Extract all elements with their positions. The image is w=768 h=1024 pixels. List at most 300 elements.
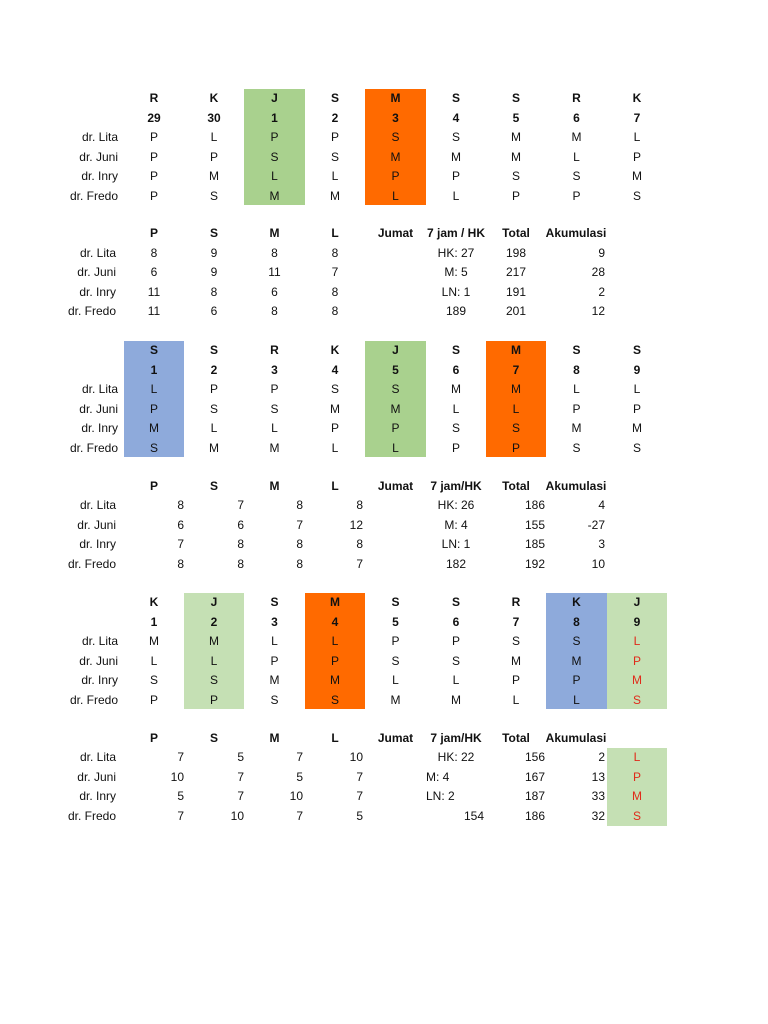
accumulation-cell: 2	[598, 284, 605, 299]
total-cell: 192	[524, 556, 545, 571]
shift-cell: M	[269, 188, 280, 203]
doctor-name: dr. Fredo	[67, 808, 116, 823]
date-cell: 1	[150, 362, 158, 377]
day-cell: J	[210, 595, 218, 609]
table-row	[0, 555, 768, 575]
header-cell: S	[209, 479, 218, 493]
date-cell: 4	[331, 614, 339, 629]
shift-cell: P	[270, 382, 279, 396]
header-cell: M	[269, 731, 280, 745]
count-cell: 8	[237, 556, 244, 571]
header-cell: Total	[502, 226, 530, 240]
header-cell: Akumulasi	[545, 479, 607, 493]
summary-header-row	[0, 729, 768, 749]
day-cell: J	[392, 343, 399, 357]
accumulation-cell: 10	[591, 556, 605, 571]
shift-cell: S	[511, 169, 520, 183]
next-shift-cell: L	[633, 750, 641, 764]
accumulation-cell: 12	[591, 304, 605, 318]
accumulation-cell: 32	[591, 808, 605, 823]
shift-cell: L	[573, 692, 580, 707]
accumulation-cell: 28	[591, 265, 605, 279]
table-row	[0, 496, 768, 516]
table-row	[0, 148, 768, 168]
jam-cell: 154	[463, 808, 484, 823]
doctor-name: dr. Inry	[79, 284, 116, 299]
shift-cell: L	[512, 401, 520, 416]
shift-cell: P	[632, 401, 641, 416]
shift-cell: L	[452, 188, 460, 203]
total-cell: 217	[505, 265, 527, 279]
header-cell: 7 jam/HK	[430, 731, 482, 745]
count-cell: 7	[237, 769, 244, 784]
table-row	[0, 400, 768, 420]
count-cell: 6	[150, 265, 158, 279]
doctor-name: dr. Fredo	[67, 304, 116, 318]
header-cell: P	[149, 479, 158, 493]
shift-cell: S	[149, 673, 158, 687]
shift-cell: M	[632, 673, 642, 687]
total-cell: 156	[524, 750, 545, 764]
shift-cell: M	[209, 169, 219, 183]
shift-cell: M	[511, 653, 521, 668]
table-row	[0, 128, 768, 148]
day-cell: S	[451, 595, 460, 609]
shift-cell: S	[632, 188, 641, 203]
accumulation-cell: 13	[591, 769, 605, 784]
accumulation-cell: 4	[598, 498, 605, 512]
table-row	[0, 516, 768, 536]
table-row	[0, 748, 768, 768]
shift-cell: S	[270, 692, 279, 707]
day-cell: J	[633, 595, 641, 609]
doctor-name: dr. Lita	[79, 750, 116, 764]
jam-cell: M: 4	[444, 517, 468, 532]
count-cell: 8	[210, 284, 218, 299]
count-cell: 10	[349, 750, 363, 764]
day-cell: S	[572, 343, 581, 357]
date-cell: 6	[452, 614, 460, 629]
shift-cell: S	[451, 653, 460, 668]
jam-cell: M: 4	[426, 769, 450, 784]
shift-cell: P	[330, 130, 339, 144]
date-cell: 1	[271, 110, 278, 125]
shift-cell: S	[209, 188, 218, 203]
date-cell: 2	[210, 362, 218, 377]
count-cell: 7	[237, 498, 244, 512]
shift-cell: L	[210, 421, 218, 435]
date-row	[0, 109, 768, 129]
count-cell: 7	[356, 789, 363, 803]
shift-cell: P	[209, 382, 218, 396]
shift-cell: P	[632, 149, 641, 164]
day-row	[0, 341, 768, 361]
table-row	[0, 671, 768, 691]
day-cell: S	[451, 91, 460, 105]
count-cell: 5	[177, 789, 184, 803]
total-cell: 155	[524, 517, 545, 532]
count-cell: 6	[271, 284, 278, 299]
count-cell: 7	[331, 265, 339, 279]
summary-header-row	[0, 477, 768, 497]
count-cell: 9	[210, 245, 218, 260]
shift-cell: P	[149, 169, 158, 183]
total-cell: 186	[524, 808, 545, 823]
count-cell: 8	[296, 537, 303, 551]
count-cell: 7	[356, 769, 363, 784]
header-cell: S	[209, 731, 218, 745]
doctor-name: dr. Inry	[81, 169, 118, 183]
shift-cell: M	[571, 653, 582, 668]
count-cell: 8	[296, 556, 303, 571]
count-cell: 8	[150, 245, 158, 260]
day-cell: R	[149, 91, 159, 105]
count-cell: 7	[296, 517, 303, 532]
shift-cell: M	[330, 188, 340, 203]
shift-cell: L	[150, 382, 158, 396]
count-cell: 10	[289, 789, 303, 803]
date-cell: 7	[633, 110, 641, 125]
shift-cell: L	[210, 653, 218, 668]
day-cell: R	[270, 343, 279, 357]
day-cell: K	[632, 91, 642, 105]
shift-cell: P	[391, 421, 400, 435]
jam-cell: HK: 27	[437, 245, 475, 260]
day-cell: S	[511, 91, 520, 105]
date-cell: 3	[271, 614, 278, 629]
accumulation-cell: 33	[591, 789, 605, 803]
doctor-name: dr. Juni	[77, 769, 116, 784]
doctor-name: dr. Lita	[81, 634, 118, 648]
doctor-name: dr. Lita	[79, 498, 116, 512]
date-cell: 30	[207, 110, 221, 125]
shift-cell: S	[330, 149, 339, 164]
table-row	[0, 632, 768, 652]
shift-cell: M	[330, 673, 340, 687]
count-cell: 10	[230, 808, 244, 823]
shift-cell: P	[391, 169, 400, 183]
shift-cell: M	[330, 401, 340, 416]
doctor-name: dr. Inry	[81, 673, 118, 687]
doctor-name: dr. Fredo	[69, 692, 118, 707]
jam-cell: HK: 22	[437, 750, 475, 764]
day-cell: J	[271, 91, 278, 105]
date-cell: 9	[633, 362, 641, 377]
table-row	[0, 263, 768, 283]
shift-cell: P	[451, 169, 460, 183]
date-cell: 5	[392, 614, 399, 629]
shift-cell: M	[632, 169, 642, 183]
day-cell: S	[209, 343, 218, 357]
count-cell: 12	[349, 517, 363, 532]
shift-cell: S	[209, 673, 218, 687]
total-cell: 191	[505, 284, 527, 299]
shift-cell: M	[511, 382, 521, 396]
shift-cell: L	[573, 149, 580, 164]
header-cell: Akumulasi	[545, 731, 607, 745]
table-row	[0, 167, 768, 187]
table-row	[0, 244, 768, 264]
count-cell: 8	[356, 498, 363, 512]
count-cell: 7	[177, 750, 184, 764]
table-row	[0, 380, 768, 400]
shift-cell: L	[392, 188, 399, 203]
day-row	[0, 89, 768, 109]
count-cell: 11	[147, 304, 161, 318]
shift-cell: S	[572, 634, 581, 648]
shift-cell: P	[330, 653, 339, 668]
shift-cell: P	[451, 440, 460, 455]
count-cell: 11	[147, 284, 161, 299]
header-cell: Total	[502, 479, 530, 493]
shift-cell: S	[451, 130, 460, 144]
shift-cell: P	[511, 673, 520, 687]
shift-cell: L	[331, 169, 339, 183]
count-cell: 8	[356, 537, 363, 551]
shift-cell: M	[451, 692, 461, 707]
table-row	[0, 187, 768, 207]
count-cell: 7	[356, 556, 363, 571]
header-cell: Jumat	[377, 731, 414, 745]
day-cell: S	[270, 595, 279, 609]
day-cell: K	[330, 343, 340, 357]
shift-cell: L	[331, 440, 339, 455]
shift-cell: P	[572, 401, 581, 416]
shift-cell: S	[572, 440, 581, 455]
doctor-name: dr. Juni	[77, 265, 116, 279]
count-cell: 7	[296, 808, 303, 823]
shift-cell: L	[392, 440, 399, 455]
count-cell: 10	[170, 769, 184, 784]
doctor-name: dr. Lita	[81, 130, 118, 144]
day-cell: K	[209, 91, 219, 105]
shift-cell: P	[511, 188, 520, 203]
shift-cell: P	[270, 653, 279, 668]
doctor-name: dr. Inry	[79, 537, 116, 551]
day-cell: M	[511, 343, 521, 357]
header-cell: L	[331, 731, 339, 745]
table-row	[0, 535, 768, 555]
shift-cell: M	[149, 421, 159, 435]
jam-cell: M: 5	[444, 265, 468, 279]
shift-cell: S	[632, 440, 641, 455]
date-cell: 2	[331, 110, 339, 125]
day-cell: S	[632, 343, 641, 357]
header-cell: Jumat	[377, 479, 414, 493]
count-cell: 8	[237, 537, 244, 551]
count-cell: 7	[296, 750, 303, 764]
table-row	[0, 652, 768, 672]
day-cell: S	[451, 343, 460, 357]
total-cell: 201	[505, 304, 527, 318]
total-cell: 167	[524, 769, 545, 784]
header-cell: P	[149, 731, 158, 745]
shift-cell: M	[571, 130, 582, 144]
shift-cell: P	[209, 149, 218, 164]
table-row	[0, 302, 768, 322]
shift-cell: L	[633, 634, 641, 648]
table-row	[0, 439, 768, 459]
count-cell: 8	[177, 498, 184, 512]
date-cell: 7	[512, 362, 520, 377]
doctor-name: dr. Fredo	[69, 440, 118, 455]
day-cell: S	[391, 595, 400, 609]
count-cell: 11	[268, 265, 281, 279]
header-cell: L	[331, 479, 339, 493]
header-cell: M	[269, 226, 280, 240]
doctor-name: dr. Juni	[79, 401, 118, 416]
day-cell: R	[511, 595, 521, 609]
date-cell: 4	[331, 362, 339, 377]
count-cell: 6	[237, 517, 244, 532]
date-cell: 6	[452, 362, 460, 377]
shift-cell: S	[511, 634, 520, 648]
day-cell: K	[149, 595, 159, 609]
count-cell: 6	[210, 304, 218, 318]
day-cell: M	[330, 595, 340, 609]
shift-cell: L	[392, 673, 399, 687]
shift-cell: L	[271, 421, 278, 435]
date-cell: 2	[210, 614, 218, 629]
jam-cell: LN: 1	[441, 537, 471, 551]
jam-cell: 189	[445, 304, 467, 318]
count-cell: 7	[177, 537, 184, 551]
table-row	[0, 768, 768, 788]
shift-cell: L	[452, 673, 460, 687]
shift-cell: M	[390, 692, 401, 707]
accumulation-cell: -27	[587, 517, 605, 532]
shift-cell: P	[632, 653, 641, 668]
day-cell: M	[390, 91, 401, 105]
shift-cell: P	[270, 130, 279, 144]
shift-cell: P	[451, 634, 460, 648]
shift-cell: S	[572, 169, 581, 183]
shift-cell: M	[390, 149, 401, 164]
count-cell: 8	[177, 556, 184, 571]
shift-cell: L	[271, 634, 278, 648]
header-cell: M	[269, 479, 280, 493]
count-cell: 8	[331, 304, 339, 318]
count-cell: 8	[331, 284, 339, 299]
shift-cell: M	[632, 421, 642, 435]
shift-cell: P	[209, 692, 218, 707]
date-cell: 29	[147, 110, 161, 125]
doctor-name: dr. Juni	[79, 653, 118, 668]
shift-cell: L	[150, 653, 158, 668]
shift-cell: P	[511, 440, 520, 455]
jam-cell: HK: 26	[437, 498, 475, 512]
next-shift-cell: S	[632, 808, 641, 823]
shift-cell: M	[451, 149, 461, 164]
doctor-name: dr. Juni	[77, 517, 116, 532]
jam-cell: 182	[445, 556, 467, 571]
shift-cell: M	[451, 382, 461, 396]
shift-cell: M	[571, 421, 582, 435]
shift-cell: L	[331, 634, 339, 648]
date-cell: 9	[633, 614, 641, 629]
shift-cell: S	[149, 440, 158, 455]
date-row	[0, 613, 768, 633]
header-cell: 7 jam/HK	[430, 479, 482, 493]
day-cell: R	[572, 91, 581, 105]
shift-cell: S	[391, 653, 400, 668]
shift-cell: M	[209, 634, 219, 648]
date-cell: 6	[573, 110, 580, 125]
date-cell: 3	[271, 362, 278, 377]
accumulation-cell: 3	[598, 537, 605, 551]
shift-cell: S	[511, 421, 520, 435]
total-cell: 185	[524, 537, 545, 551]
summary-header-row	[0, 224, 768, 244]
total-cell: 186	[524, 498, 545, 512]
count-cell: 8	[271, 304, 278, 318]
header-cell: Akumulasi	[545, 226, 607, 240]
count-cell: 5	[237, 750, 244, 764]
shift-cell: P	[572, 188, 581, 203]
day-cell: S	[149, 343, 158, 357]
date-cell: 8	[573, 614, 580, 629]
count-cell: 6	[177, 517, 184, 532]
doctor-name: dr. Lita	[79, 245, 116, 260]
shift-cell: P	[149, 692, 158, 707]
shift-cell: S	[391, 130, 400, 144]
jam-cell: LN: 1	[441, 284, 471, 299]
table-row	[0, 787, 768, 807]
shift-cell: M	[149, 634, 159, 648]
day-row	[0, 593, 768, 613]
table-row	[0, 691, 768, 711]
header-cell: L	[331, 226, 339, 240]
count-cell: 7	[237, 789, 244, 803]
shift-cell: L	[633, 382, 641, 396]
shift-cell: M	[390, 401, 401, 416]
header-cell: Jumat	[377, 226, 414, 240]
shift-cell: L	[452, 401, 460, 416]
total-cell: 198	[505, 245, 527, 260]
date-cell: 5	[392, 362, 399, 377]
header-cell: 7 jam / HK	[426, 226, 486, 240]
shift-cell: S	[632, 692, 641, 707]
shift-cell: L	[633, 130, 641, 144]
shift-cell: L	[271, 169, 278, 183]
doctor-name: dr. Inry	[81, 421, 118, 435]
count-cell: 8	[296, 498, 303, 512]
doctor-name: dr. Inry	[79, 789, 116, 803]
shift-cell: M	[269, 673, 280, 687]
shift-cell: P	[391, 634, 400, 648]
table-row	[0, 283, 768, 303]
doctor-name: dr. Fredo	[67, 556, 116, 571]
count-cell: 5	[356, 808, 363, 823]
header-cell: P	[149, 226, 158, 240]
doctor-name: dr. Juni	[79, 149, 118, 164]
shift-cell: S	[391, 382, 400, 396]
count-cell: 7	[177, 808, 184, 823]
header-cell: Total	[502, 731, 530, 745]
shift-cell: P	[330, 421, 339, 435]
shift-cell: L	[210, 130, 218, 144]
date-cell: 7	[512, 614, 520, 629]
date-row	[0, 361, 768, 381]
total-cell: 187	[524, 789, 545, 803]
count-cell: 8	[271, 245, 278, 260]
shift-cell: S	[330, 692, 339, 707]
shift-cell: S	[209, 401, 218, 416]
accumulation-cell: 9	[598, 245, 605, 260]
shift-cell: P	[149, 188, 158, 203]
shift-cell: P	[149, 401, 158, 416]
shift-cell: L	[573, 382, 580, 396]
